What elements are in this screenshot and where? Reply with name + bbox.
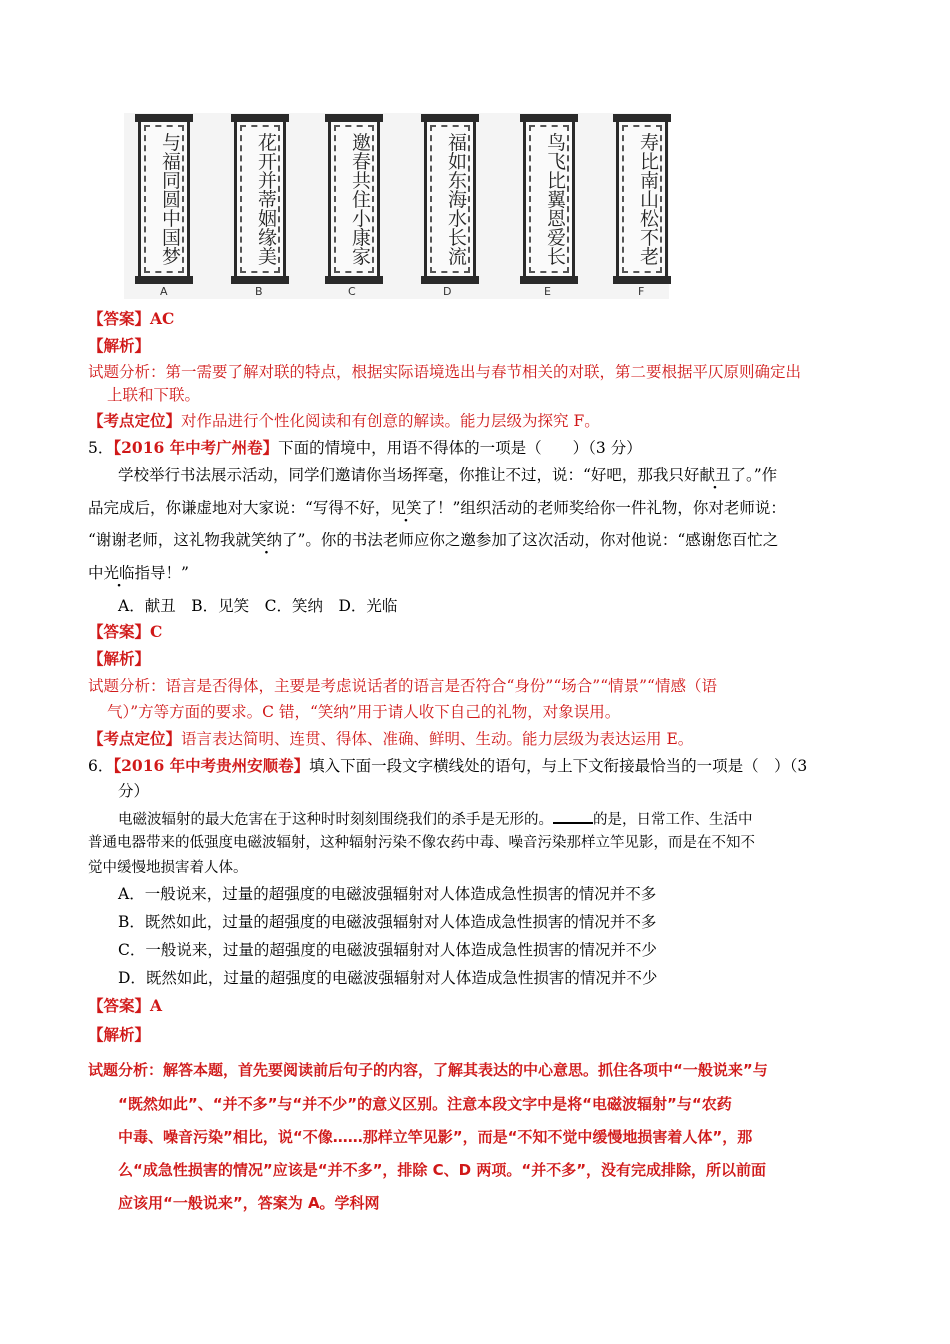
analysis-text: 么“成急性损害的情况”应该是“并不多”，排除 C、D 两项。“并不多”，没有完成排除，所以前面 xyxy=(118,1161,767,1179)
passage-text: 品完成后，你谦虚地对大家说：“写得不好， xyxy=(88,499,391,517)
kaodian-text: 语言表达简明、连贯、得体、准确、鲜明、生动。能力层级为表达运用 E。 xyxy=(181,730,694,748)
answer-line xyxy=(88,622,162,642)
analysis-tag: 【解析】 xyxy=(88,649,151,668)
passage-text: 的是，日常工作、生活中 xyxy=(593,812,753,828)
couplets-figure xyxy=(124,113,669,299)
analysis-text: 中毒、噪音污染”相比，说“不像……那样立竿见影”，而是“不知不觉中缓慢地损害着人体”，那 xyxy=(118,1128,753,1146)
passage-text: 学校举行书法展示活动，同学们邀请你当场挥毫，你推让不过，说：“好吧，那我只好 xyxy=(118,466,700,484)
analysis-tag: 【解析】 xyxy=(88,336,151,355)
question-stem: 填入下面一段文字横线处的语句，与上下文衔接最恰当的一项是（ ）（3 xyxy=(309,757,808,775)
analysis-text: 上联和下联。 xyxy=(107,386,201,404)
passage-text: 指导！” xyxy=(134,564,189,582)
passage-text: 了。”作 xyxy=(730,466,778,484)
analysis-text: 应该用“一般说来”，答案为 A。学科网 xyxy=(118,1194,380,1212)
passage-text: 电磁波辐射的最大危害在于这种时时刻刻围绕我们的杀手是无形的。 xyxy=(118,812,553,828)
question-6-passage: 普通电器带来的低强度电磁波辐射，这种辐射污染不像农药中毒、噪音污染那样立竿见影，而是在不知不 xyxy=(88,835,755,851)
couplet-text: 寿比南山松不老 xyxy=(639,132,659,268)
couplet-text: 花开并蒂姻缘美 xyxy=(257,132,277,268)
question-source: 【2016 年中考广州卷】 xyxy=(113,438,279,457)
answer-line xyxy=(88,996,162,1016)
question-stem: 下面的情境中，用语不得体的一项是（ ）（3 分） xyxy=(278,439,642,457)
passage-text: 中 xyxy=(88,564,104,582)
couplet-text: 与福同圆中国梦 xyxy=(161,132,181,268)
analysis-text: “既然如此”、“并不多”与“并不少”的意义区别。注意本段文字中是将“电磁波辐射”与“农药 xyxy=(118,1095,732,1113)
answer-value: C xyxy=(150,622,163,641)
kaodian-tag: 【考点定位】 xyxy=(88,729,182,748)
couplet-scroll-c xyxy=(328,119,380,279)
couplet-scroll-d xyxy=(424,119,476,279)
answer-tag: 【答案】 xyxy=(88,996,151,1015)
couplet-text: 鸟飞比翼恩爱长 xyxy=(546,132,566,268)
analysis-text: 试题分析：解答本题，首先要阅读前后句子的内容，了解其表达的中心意思。抓住各项中“一般说来”与 xyxy=(88,1061,768,1079)
question-number: 6． xyxy=(88,757,114,775)
analysis-text: 试题分析：语言是否得体，主要是考虑说话者的语言是否符合“身份”“场合”“情景”“情感（语 xyxy=(88,677,717,695)
option-c: C．一般说来，过量的超强度的电磁波强辐射对人体造成急性损害的情况并不少 xyxy=(118,941,657,959)
kaodian-text: 对作品进行个性化阅读和有创意的解读。能力层级为探究 F。 xyxy=(181,412,600,430)
fill-blank xyxy=(553,808,593,824)
question-source: 【2016 年中考贵州安顺卷】 xyxy=(113,756,310,775)
question-5-passage xyxy=(88,498,786,518)
analysis-text: 试题分析：第一需要了解对联的特点，根据实际语境选出与春节相关的对联，第二要根据平仄原则确定出 xyxy=(88,363,802,381)
passage-text: 了！”组织活动的老师奖给你一件礼物，你对老师说： xyxy=(421,499,786,517)
question-5-passage xyxy=(88,530,778,550)
answer-value: AC xyxy=(150,309,175,328)
question-6-stem xyxy=(88,756,807,776)
question-6-passage xyxy=(118,808,753,830)
analysis-text: 气）”方等方面的要求。C 错，“笑纳”用于请人收下自己的礼物，对象误用。 xyxy=(107,703,621,721)
couplet-scroll-a xyxy=(138,119,190,279)
couplet-scroll-b xyxy=(234,119,286,279)
question-stem-cont: 分） xyxy=(118,782,150,800)
couplet-label: D xyxy=(443,285,452,298)
answer-value: A xyxy=(150,996,163,1015)
dotted-word: 献丑 xyxy=(699,466,731,484)
question-5-stem xyxy=(88,438,642,458)
couplet-text: 福如东海水长流 xyxy=(447,132,467,268)
kaodian-line xyxy=(88,729,693,749)
passage-text: 了”。你的书法老师应你之邀参加了这次活动，你对他说：“感谢您百忙之 xyxy=(281,531,779,549)
kaodian-line xyxy=(88,411,600,431)
option-b: B．既然如此，过量的超强度的电磁波强辐射对人体造成急性损害的情况并不多 xyxy=(118,913,657,931)
couplet-text: 邀春共住小康家 xyxy=(351,132,371,268)
analysis-tag: 【解析】 xyxy=(88,1025,151,1044)
couplet-label: E xyxy=(544,285,551,298)
answer-tag: 【答案】 xyxy=(88,622,151,641)
answer-line xyxy=(88,309,174,329)
couplet-label: F xyxy=(638,285,645,298)
question-5-passage xyxy=(88,563,189,583)
couplet-label: A xyxy=(160,285,168,298)
passage-text: “谢谢老师，这礼物我就 xyxy=(88,531,251,549)
question-5-options: A．献丑 B．见笑 C．笑纳 D．光临 xyxy=(118,597,398,615)
couplet-scroll-e xyxy=(523,119,575,279)
couplet-scroll-f xyxy=(616,119,668,279)
couplet-label: B xyxy=(255,285,263,298)
couplet-label: C xyxy=(348,285,356,298)
option-d: D．既然如此，过量的超强度的电磁波强辐射对人体造成急性损害的情况并不少 xyxy=(118,969,658,987)
question-5-passage xyxy=(118,465,777,485)
kaodian-tag: 【考点定位】 xyxy=(88,411,182,430)
question-6-passage: 觉中缓慢地损害着人体。 xyxy=(88,860,248,876)
question-number: 5． xyxy=(88,439,114,457)
dotted-word: 光临 xyxy=(103,564,135,582)
option-a: A．一般说来，过量的超强度的电磁波强辐射对人体造成急性损害的情况并不多 xyxy=(118,885,657,903)
dotted-word: 见笑 xyxy=(390,499,422,517)
dotted-word: 笑纳 xyxy=(250,531,282,549)
answer-tag: 【答案】 xyxy=(88,309,151,328)
